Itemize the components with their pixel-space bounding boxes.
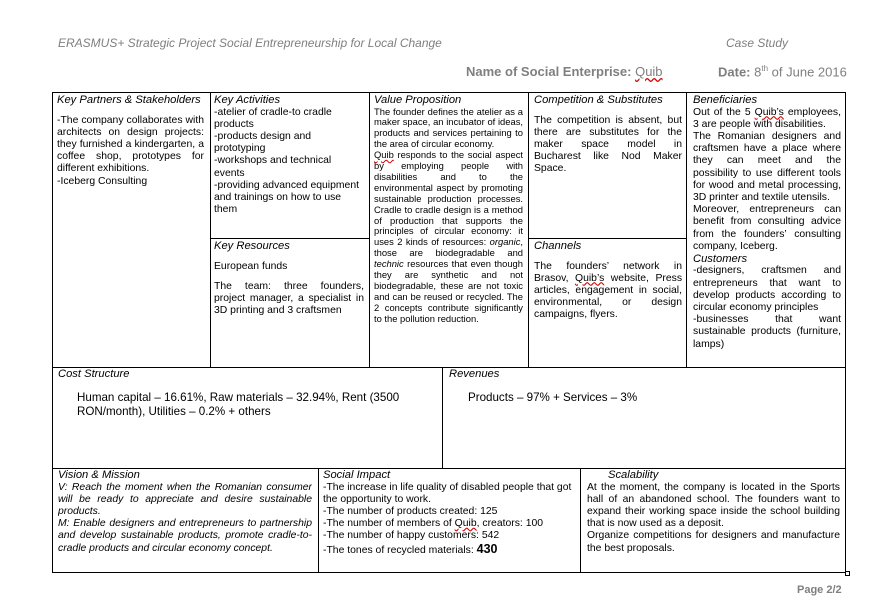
scalability-title: Scalability <box>608 469 659 481</box>
channels-text: The founders’ network in Brasov, <box>534 260 682 284</box>
value-proposition-cell <box>374 94 523 325</box>
grid-line <box>528 92 529 367</box>
key-resources-line1: European funds <box>214 260 288 272</box>
customers-title: Customers <box>693 252 748 265</box>
beneficiaries-p2: The Romanian designers and craftsmen have a place where they can meet and the possibility to use different tools for wood and metal processing, 3D printer and textile utensils. <box>693 130 841 203</box>
scalability-p2: Organize competitions for designers and manufacture the best proposals. <box>587 530 840 554</box>
date-rest: of June 2016 <box>771 64 847 80</box>
recycled-materials-value: 430 <box>476 541 498 556</box>
date-day: 8 <box>754 64 762 80</box>
social-impact-line: -The increase in life quality of disabled people that got the opportunity to work. <box>323 481 572 505</box>
grid-line <box>52 572 846 573</box>
channels-text: website, Press articles, engagement in social, environmental, or design campaigns, flyers. <box>534 272 682 321</box>
date-suffix: th <box>761 64 769 73</box>
grid-line <box>210 238 369 239</box>
beneficiaries-p1 <box>693 107 841 131</box>
cost-structure-body: Human capital – 16.61%, Raw materials – 32.94%, Rent (3500 RON/month), Utilities – 0.2% + others <box>77 390 400 418</box>
key-partners-cell <box>57 94 204 188</box>
vision-mission-cell <box>58 469 312 555</box>
value-proposition-text: responds to the social aspect by employing people with disabilities and to the environmental aspect by promoting sustainable production processes. Cradle to cradle design is a method of production that supports the principles of circular economy: it uses 2 kinds of resources: <box>374 149 523 248</box>
key-partners-body: -The company collaborates with architects on design projects: they furnished a kindergarten, a coffee shop, prototypes for different exhibitions. <box>57 114 204 175</box>
grid-line <box>442 367 443 468</box>
grid-line <box>369 92 370 367</box>
key-activity-item: -products design and prototyping <box>214 130 312 155</box>
grid-line <box>528 238 686 239</box>
social-impact-text: -The number of members of <box>323 518 455 530</box>
brand-name: Quib’s <box>575 272 605 284</box>
grid-line <box>845 92 846 573</box>
organic-term: organic <box>489 236 521 248</box>
technic-term: technic <box>374 258 404 270</box>
social-impact-line: -The number of products created: 125 <box>323 505 498 517</box>
key-partners-body2: -Iceberg Consulting <box>57 175 148 187</box>
enterprise-name-label: Name of Social Enterprise: <box>466 64 632 79</box>
grid-line <box>52 92 846 93</box>
brand-name: Quib <box>374 149 394 161</box>
beneficiaries-cell <box>693 94 841 351</box>
grid-line <box>580 468 581 572</box>
value-proposition-text: , those are biodegradable and <box>374 236 523 259</box>
social-impact-text: , creators: 100 <box>476 518 544 530</box>
cost-structure-cell <box>58 368 438 419</box>
channels-body <box>534 261 682 322</box>
key-activities-title: Key Activities <box>214 94 281 106</box>
beneficiaries-p3: Moreover, entrepreneurs can benefit from consulting advice from the founders’ consulting company, Iceberg. <box>693 204 841 252</box>
grid-line <box>52 92 53 573</box>
page-number: Page 2/2 <box>797 584 842 596</box>
scalability-cell <box>587 469 840 555</box>
grid-line <box>318 468 319 572</box>
channels-cell <box>534 240 682 322</box>
value-proposition-title: Value Proposition <box>374 94 462 106</box>
brand-name: Quib <box>454 518 477 530</box>
revenues-title: Revenues <box>449 368 500 380</box>
key-activity-item: -atelier of cradle-to cradle products <box>214 106 332 130</box>
date-label: Date: <box>718 64 751 80</box>
social-impact-cell <box>323 469 577 557</box>
mission-statement: M: Enable designers and entrepreneurs to partnership and develop sustainable products, promote cradle-to-cradle products and circular economy concept. <box>58 518 312 554</box>
customers-p1: -designers, craftsmen and entrepreneurs that want to develop products according to circular economy principles <box>693 265 841 314</box>
value-proposition-text: resources that even though they are synthetic and not biodegradable, these are not toxic and can be reused or recycled. The 2 concepts contribute significantly to the pollution reduction. <box>374 258 523 324</box>
value-proposition-p2 <box>374 150 523 325</box>
key-resources-title: Key Resources <box>214 240 290 252</box>
beneficiaries-text: Out of the 5 <box>693 106 755 118</box>
vision-mission-title: Vision & Mission <box>58 469 140 481</box>
social-impact-line <box>323 543 577 557</box>
enterprise-name-value: Quib <box>635 64 663 79</box>
beneficiaries-title: Beneficiaries <box>693 94 758 106</box>
header-doc-type: Case Study <box>726 36 789 50</box>
vision-statement: V: Reach the moment when the Romanian consumer will be ready to appreciate and desire sustainable products. <box>58 481 312 517</box>
beneficiaries-text: employees, 3 are people with disabilities. <box>693 106 841 130</box>
key-partners-title: Key Partners & Stakeholders <box>57 94 201 106</box>
revenues-body: Products – 97% + Services – 3% <box>468 390 638 404</box>
grid-line <box>686 92 687 367</box>
key-resources-cell <box>214 240 364 317</box>
social-impact-title: Social Impact <box>323 469 391 481</box>
competition-body: The competition is absent, but there are substitutes for the maker space model in Bucharest like Nod Maker Space. <box>534 114 682 175</box>
header-project-title: ERASMUS+ Strategic Project Social Entrepreneurship for Local Change <box>58 36 442 50</box>
social-impact-line <box>323 518 577 530</box>
key-resources-line2: The team: three founders, project manager, a specialist in 3D printing and 3 craftsmen <box>214 280 364 317</box>
value-proposition-p1: The founder defines the atelier as a maker space, an incubator of ideas, products and services pertaining to the area of circular economy. <box>374 105 523 150</box>
resize-handle[interactable] <box>845 571 850 576</box>
scalability-p1: At the moment, the company is located in the Sports hall of an abandoned school. The founders want to expand their working space inside the school building that is now used as a deposit. <box>587 481 840 530</box>
key-activity-item: -workshops and technical events <box>214 155 332 179</box>
social-impact-line: -The number of happy customers: 542 <box>323 530 500 542</box>
key-activity-item: -providing advanced equipment and trainings on how to use them <box>214 179 359 216</box>
customers-p2: -businesses that want sustainable products (furniture, lamps) <box>693 314 841 350</box>
competition-cell <box>534 94 682 176</box>
channels-title: Channels <box>534 240 582 252</box>
brand-name: Quib’s <box>754 106 784 118</box>
grid-line <box>210 92 211 367</box>
cost-structure-title: Cost Structure <box>58 368 130 380</box>
social-impact-text: -The tones of recycled materials: <box>323 544 477 556</box>
competition-title: Competition & Substitutes <box>534 94 663 106</box>
key-activities-cell <box>214 94 364 216</box>
revenues-cell <box>449 368 839 405</box>
